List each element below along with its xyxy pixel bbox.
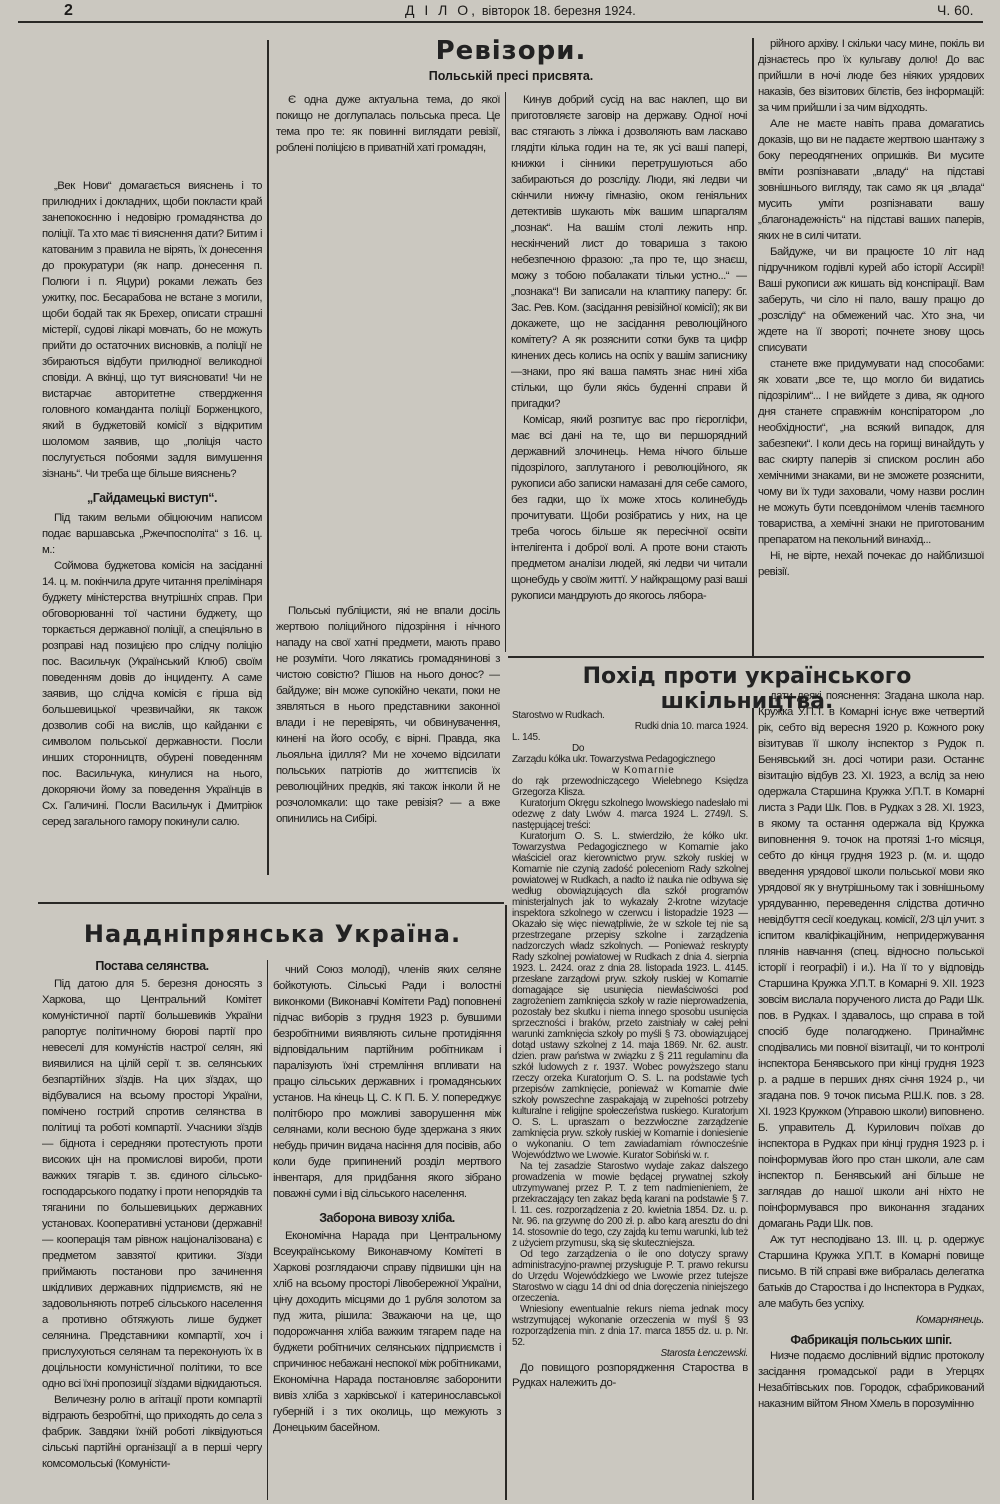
article-subtitle: Польській пресі присвята. (428, 69, 594, 83)
article-title: Наддніпрянська Україна. (83, 920, 462, 948)
paragraph: дати деякі пояснення: Згадана школа нар. Кружка У.П.Т. в Комарні існує вже четвертий рік, себто від вересня 1920 р. Кожного року візитував її школу інспектор з Рудок п. Бенявський зн. досі чотири рази. Останнє візитацію відбув 23. XI. 1923, а вслід за нею одержала Старшина Кружка У.П.Т. в Комарні листа з Ради Шк. Пов. в Рудках з 28. XI. 1923, в якому та остання одержала від Кружка виповнення 9. точок на протязі 1-го місяця, себто до кінця грудня 1923 р. (м. и. щодо введення урядової школи польської мови яко урядової як у внутрішньому так і зовнішньому урядуванню, переведення слідства дотично невідбуття сесії коедукац. комісії, 2/3 ціл учит. з іспитом кваліфікаційним, непридержування плянів навчання (спец. відносно польської історії і географії) і и.). На її то у відповідь Старшина Кружка У.П.Т. в Комарні 9. XII. 1923 зовсім вислала порученого листа до Ради Шк. пов. в Рудках. І здавалось, що справа в той спосіб буде полагоджено. Принаймнє сподівались ми повної візитації, чи то контролі інспектора Бенявського при кінці грудня 1923 р. а радше в перших днях січня 1924 р., чи згадана пов. 9 точок письма Р.Ш.К. пов. з 28. XI. 1923 Кружком (Управою школи) виповнено. Б. управитель Д. Курилович поїхав до інспектора в Рудках при кінці грудня 1923 р. і поінформував його про стан школи, але сам інспектор п. Бенявський ані більше не заглядав до нашої школи ані ніхто не поінформувався про виконання згаданих домагань Ради Шк. пов. (758, 690, 984, 1230)
section-heading: „Гайдамецькі виступ“. (87, 491, 217, 505)
letter-attention: do rąk przewodniczącego Wielebnego Księdza Grzegorza Klisza. (512, 776, 748, 798)
paragraph: Ні, не вірте, нехай почекає до найблизшої ревізії. (758, 550, 984, 578)
paragraph: рійного архіву. І скільки часу мине, покіль ви дізнаєтесь про їх кульгаву долю! До вас прийшли в ночі люде без ніяких урядових наказів, без візитових білєтів, без інформацій: за чим прийшли і за чим відходять. (758, 38, 984, 114)
section-heading: Постава селянства. (95, 959, 209, 973)
paragraph-group (273, 1228, 501, 1436)
paragraph: Кинув добрий сусід на вас наклеп, що ви приготовляєте заговір на державу. Одної ночі вас стягають з ліжка і дозволяють вам ласкаво глядіти кілька годин на те, як усі ваші папері, книжки і сінники перетрушуються або забираються до розсліду. Люди, які ледви чи скінчили нижчу гімназію, оком геніяльних детективів шукають між вашим шпаргалям „познак“. На вашім столі лежить нпр. нескінчений лист до товариша з такою небезпечною фразою: „та про те, що знаєш, можу з тобою побалакати тільки устно...“ —„познака“! Ви записали на клаптику паперу: бг. Зас. Рев. Ком. (засідання ревізійної комісії); як ви докажете, що не засідання революційного комітету? А як розяснити сотки букв та цифр кинених десь колись на оспіх у вашім записнику —знаки, про які ваша память знає нині хіба стільки, що були якісь буденні справи й пригадки? (511, 94, 747, 410)
issue-date: вівторок 18. березня 1924. (481, 4, 636, 18)
paragraph: Величезну ролю в агітації проти компартії відграють безробітні, що приходять до села з фабрик. Завдяки їхній роботі ліквідуються сільські партійні організації а в перші чергу комсомольські (Комуністи- (42, 1394, 262, 1470)
column-divider (267, 40, 269, 875)
column-divider (752, 708, 754, 1500)
letter-sender: Starostwo w Rudkach. (512, 710, 605, 721)
signature: Starosta Łenczewski. (660, 1348, 748, 1359)
paragraph: Економічна Нарада при Центральному Всеукраїнському Виконавчому Комітеті в Харкові розглядаючи справу підвишки цін на хліб на всьому просторі Лівобережної України, ціну доходить місцями до 1 рубля золотом за пуд жита, рішила: Зважаючи на це, що подорожчання хліба важким тягарем паде на буджети робітничих селянських підприємств і спричинює небажані неспокої між робітниками, Економічна Нарада постановляє заборонити вивіз хліба з харківської і катеринославської губерній і з тих околиць, що межують з Донецьким басейном. (273, 1230, 501, 1434)
letter-number: L. 145. (512, 732, 541, 743)
left-column-article (42, 178, 262, 893)
paragraph-group (276, 603, 500, 827)
paragraph: Низче подаємо дослівний відпис протоколу засідання громадської ради в Угерцях Незабітівських пов. Городок, сфабрикований наказним війтом Яном Хмель в порозумінню (758, 1350, 984, 1410)
paragraph: Під таким вельми обіцюючим написом подає варшавська „Ржечпосполіта“ з 16. ц. м.: (42, 512, 262, 556)
paragraph: Wniesiony ewentualnie rekurs niema jednak mocy wstrzymującej wykonanie orzeczenia w myśl § 93 rozporządzenia min. z dnia 17. marca 1855 dz. u. p. Nr. 52. (512, 1304, 748, 1348)
section-rule (38, 902, 504, 904)
paragraph-group (42, 510, 262, 830)
newspaper-name: Д І Л О, (405, 2, 479, 18)
section-rule (508, 656, 984, 658)
paragraph-group (758, 36, 984, 580)
paragraph-group (512, 798, 748, 1348)
paragraph: Польські публіцисти, які не впали досіль жертвою поліцийного підозріння і нічного нападу на свої хатні предмети, мають право не розуміти. Чого лякатись громадянинові з чистою совістю? Пішов на нього донос? — байдуже; він може супокійно чекати, поки не зявляться в нього представники законної влади і не перевірять, чи обвинувачення, кинені на його особу, є вірні. Правда, яка льояльна ідилля? Ми не хочемо відсилати польських патріотів до життєписів їх революційних предків, які також інколи й не розчоломкали: що таке ревізія? — а вже опинились на Сибірі. (276, 605, 500, 825)
naddnipr-column-1 (42, 958, 262, 1502)
issue-number: Ч. 60. (937, 2, 974, 18)
paragraph-group (42, 976, 262, 1472)
article-title: Ревізори. (435, 36, 587, 66)
paragraph: чний Союз молоді), членів яких селяне бойкотують. Сільські Ради і волостні виконкоми (Виконавчі Комітети Рад) поповнені підчас виборів з грудня 1923 р. бувшими безробітними виявляють сильне протидіяння відповідальним партійним робітникам і паралізують їхні стремління впливати на працю сільських державних і громадянських установ. На кінець Ц. С. К П. Б. У. попереджує політбюро про можливі заворушення між селянами, коли весною буде здержана з яких небудь причин видача насіння для посівів, або коли буде припинений розділ мертвого інвентаря, для придбання якого зібрано поважні суми і від сільського населення. (273, 964, 501, 1200)
section-heading: Заборона вивозу хліба. (319, 1211, 455, 1225)
paragraph: Під датою для 5. березня доносять з Харкова, що Центральний Комітет комуністичної партії большевиків України рапортує політичному бюрові партії про невеселі для комуністів настрої селян, які виявилися на цілій серії т. зв. селянських безпартійних зїздів. На цих зїздах, що відбувалися на всьому просторі України, помічено гострий спротив селянства в політиці та роботі компартії. Учасники зїздів — біднота і середняки протестують проти високих цін на промислові вироби, проти важких тягарів т. зв. єдиного сільсько-господарського податку і проти непорядків та тяганини по большевицьких державних установах. Кооперативні установи (державні! — кооперація там рівнож націоналізована) є предметом завзятої критики. Зїзди приймають постанови про зачинення шкідливих державних підприємств, які не задовольняють потреб сільського населення а противно обтяжують лише буджет селянина. Представники компартії, хоч і прислухуються селянам та переконують їх в доцільности комуністичної політики, то все одно всі їхні пропозиції зїздами відкидаються. (42, 978, 262, 1390)
paragraph-group (42, 178, 262, 482)
masthead-rule (18, 21, 983, 23)
paragraph: Соймова буджетова комісія на засіданні 14. ц. м. покінчила друге читання прелімінаря буджету міністерства внутрішніх справ. При обговорюванні тої частини буджету, що торкається державної поліції, а спеціяльно в розправі над позицією про слідчу поліцію пос. Васильчук (Український Клюб) своїм поведенням довів до інциденту. А саме заявив, що слідча комісія є гірша від большевицької чрезвичайки, як також дозволив собі на вислів, що кайданки є символом польської державности. Посли инших сторонництв, обурені поведенням пос. Васильчука, кинулися на нього, докоряючи йому за поведення Українців в Сх. Галичині. Посли Васильчук і Дмитріюк серед загального гамору покинули салю. (42, 560, 262, 828)
article-title: Похід проти українського шкільництва. (582, 664, 912, 714)
paragraph-group (511, 92, 747, 604)
column-divider (752, 38, 754, 656)
paragraph: „Век Нови“ домагається вияснень і то прилюдних і докладних, щоби покласти край занепокоєнню і недовірю громадянства до поліції. Та хто має ті вияснення дати? Битим і катованим з правила не вірять, їх донесення до прокуратури (як напр. донесення п. Полюги і п. Яцури) роками лежать без ужитку, пос. Бесарабова не встане з могили, щоби бодай так як Брехер, описати страшні містерії, судові лікарі мовчать, бо не можуть прийти до остаточних висновків, а поліції не збираються відбути прилюдної великодної сповіди. А вкінці, що тут виясновати! Чи не вистарчає авторитетне ствердження головного команданта поліції Борженцкого, який в буджетовій комісії з відкритим шоломом заявив, що „поліція часто послугується побоями задля вимушення зізнань“. Чи треба ще більше вияснень? (42, 180, 262, 480)
paragraph: Kuratorjum Okręgu szkolnego lwowskiego nadesłało mi odezwę z daty Lwów 4. marca 1924 L. 2749/I. S. następującej treści: (512, 798, 748, 831)
paragraph: Kuratorjum O. S. L. stwierdziło, że kółko ukr. Towarzystwa Pedagogicznego w Komarnie jako właściciel oraz kierownictwo pryw. szkoły ruskiej w Komarnie nie czynią zadość poleceniom Rady szkolnej powiatowej w Rudkach, a nadto iż nauka nie odbywa się według obowiązujących dla szkół programów ministerjalnych jak to wykazały 2-krotne wizytacje inspektora szkolnego w czerwcu i listopadzie 1923 — Okazało się więc niewątpliwie, że w szkole tej nie są przestrzegane przepisy szkolne i zarządzenia nadzorczych władz szkolnych. — Ponieważ reskrypty Rady szkolnej powiatowej w Rudkach z dnia 4. sierpnia 1923. L. 2424. oraz z dnia 28. listopada 1923. L. 4145. przesłane zarządowi pryw. szkoły ruskiej w Komarnie domagające się usunięcia niewłaściwości pod zagrożeniem zamknięcia szkoły w razie nieprowadzenia, pozostały bez skutku i niema innego sposobu usunięcia sprzeczności i braków, przeto zaistniały w całej pełni warunki zamknięcia szkoły po myśli § 73. obowiązującej dotąd ustawy szkolnej z 14. maja 1869. Nr. 62. austr. dzien. praw państwa w związku z § 211 regulaminu dla szkół ludowych z r. 1937. Wobec powyższego stanu rzeczy orzeka Kuratorjum O. S. L. na podstawie tych przepisów zamknięcie, ponieważ w Komarnie dwie szkoły powszechne zaspakajają w zupełności potrzeby kulturalne i religijne społeczeństwa ruskiego. Kuratorjum O. S. L. upraszam o bezzwłoczne zarządzenie zamknięcia pryw. szkoły ruskiej w Komarnie i doniesienie o wykonaniu. O tem zawiadamiam równocześnie Województwo we Lwowie. Kurator Sobiński w. r. (512, 831, 748, 1161)
paragraph: Аж тут несподівано 13. III. ц. р. одержує Старшина Кружка У.П.Т. в Комарні повище письмо. В тій справі вже вибралась делегатка батьків до Староства і до Інспектора в Рудках, але мабуть без успіху. (758, 1234, 984, 1310)
letter-date: Rudki dnia 10. marca 1924. (634, 721, 748, 732)
revizory-column-1-top (276, 92, 500, 162)
masthead-title (405, 2, 636, 18)
pokhid-column-2 (758, 688, 984, 1502)
paragraph: Але не маєте навіть права домагатись доказів, що ви не падаєте жертвою шантажу з боку переодягнених опришків. Ви мусите вміти розпізнавати „владу“ на підставі зовнішнього вигляду, так само як ця „влада“ мусить уміти розпізнавати вашу „благонадежність“ на підставі ваших паперів, яких не в силі читати. (758, 118, 984, 242)
paragraph-group (512, 1361, 748, 1391)
naddnipr-column-2 (273, 962, 501, 1502)
paragraph: станете вже придумувати над способами: як ховати „все те, що могло би видатись підозрілим“... І не вийдете з дива, як одного дня станете справжнім конспіратором „по необхідности“, „на всякий випадок, для забезпеки“. І коли десь на горищі винайдуть у вас скирту паперів зі списком рослин або хемічними знаками, ви не зможете розяснити, чому ви їх туди заховали, чому назви рослин не можуть бути псевдонімом членів таємного товариства, а хемічні знаки не приготованим препаратом на пекольний винахід... (758, 358, 984, 546)
revizory-column-2 (511, 92, 747, 652)
column-divider (267, 960, 268, 1500)
letter-to: Do (572, 743, 585, 754)
revizory-column-1-bottom (276, 603, 500, 893)
paragraph-group (758, 688, 984, 1312)
pokhid-column-1 (512, 710, 748, 1502)
section-heading: Фабрикація польських шпіг. (790, 1333, 952, 1347)
paragraph-group (273, 962, 501, 1202)
column-divider (505, 905, 507, 1500)
revizory-column-3 (758, 36, 984, 654)
signature: Комарнянець. (915, 1314, 984, 1326)
letter-recipient: Zarządu kółka ukr. Towarzystwa Pedagogicznego (512, 754, 716, 765)
paragraph: Od tego zarządzenia o ile ono dotyczy sprawy administracyjno-prawnej przysługuje P. T. prawo rekursu do Urzędu Wojewódzkiego we Lwowie przez tutejsze Starostwo w ciągu 14 dni od dnia doręczenia niniejszego orzeczenia. (512, 1249, 748, 1304)
column-divider (505, 92, 506, 652)
paragraph: До повищого розпорядження Староства в Рудках належить до- (512, 1362, 748, 1389)
paragraph-group (276, 92, 500, 156)
paragraph-group (758, 1348, 984, 1412)
page-number: 2 (64, 2, 73, 19)
paragraph: Є одна дуже актуальна тема, до якої покищо не доглупалась польська преса. Це тема про те: як повинні виглядати ревізії, роблені поліцією в приватній хаті громадян, (276, 94, 500, 154)
paragraph: Комісар, який розпитує вас про гієрогліфи, має всі дані на те, що ви першорядний державний злочинець. Нема нічого більше підозрілого, заплутаного і революційного, як рукописи або записки намазані для себе самого, без гадки, що їх може хтось колинебудь прочитувати. Щоби розібратись у них, на це треба чогось більше як пересічної освіти інтелігента і доброї волі. А проте вони стають предметом аналізи людей, які ледви чи читали щонебудь у своїм життї. У найкращому разі ваші рукописи мандрують до якогось лябора- (511, 414, 747, 602)
paragraph: Байдуже, чи ви працюєте 10 літ над підручником годівлі курей або історії Ассирії! Ваші рукописи аж кишать від конспірації. Вам заберуть, чи сіло ні пало, вашу працю до „розсліду“ на обмежений час. Хто зна, чи ждете на її звороті; почнете знову щось списувати (758, 246, 984, 354)
paragraph: Na tej zasadzie Starostwo wydaje zakaz dalszego prowadzenia w mowie będącej prywatnej szkoły utrzymywanej przez P. T. z tem nadmienieniem, że przekraczający ten zakaz będą karani na podstawie § 7. l. 11. ces. rozporządzenia z 20. kwietnia 1854. Dz. u. p. Nr. 96. na grzywnę do 200 zł. p. albo karą aresztu do dni 14. stosownie do tego, czy zajdą ku temu warunki, lub też z użyciem przymusu, ską się skuteczniejsza. (512, 1161, 748, 1249)
letter-place: w Komarnie (612, 765, 675, 776)
